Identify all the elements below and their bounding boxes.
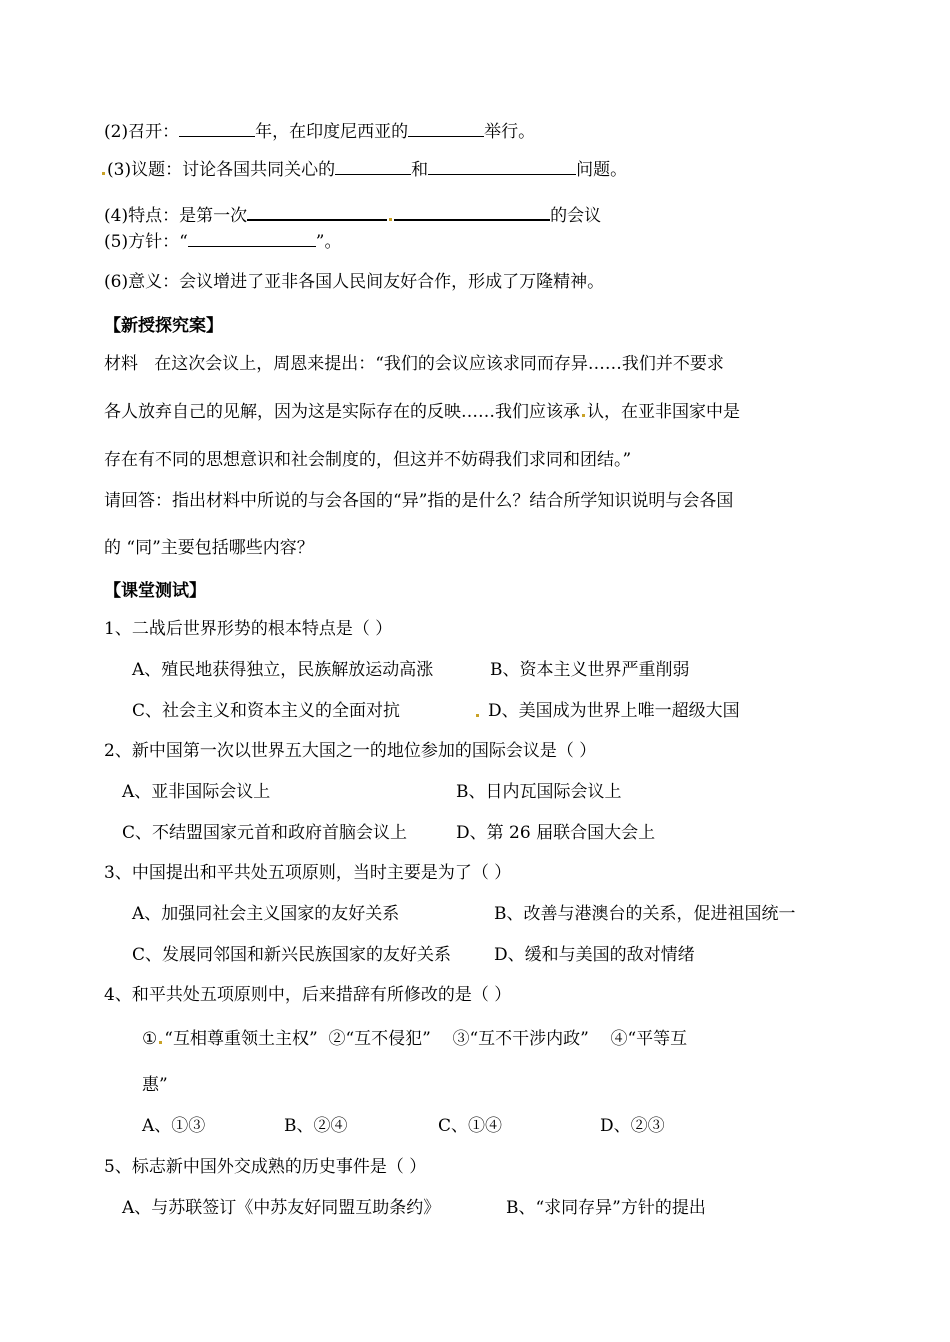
blank [247,203,387,221]
material-line-1: 材料 在这次会议上，周恩来提出：“我们的会议应该求同而存异……我们并不要求 [104,354,724,374]
material-label: 材料 [104,354,138,374]
q1-option-d: D、美国成为世界上唯一超级大国 [488,701,740,721]
question-line-2: 的 “同”主要包括哪些内容？ [104,538,314,558]
marker-dot [476,714,479,717]
q2-option-b: B、日内瓦国际会议上 [456,782,622,802]
question-line-1: 请回答：指出材料中所说的与会各国的“异”指的是什么？结合所学知识说明与会各国 [104,491,734,511]
q4-statements: ① “互相尊重领土主权” ②“互不侵犯” ③“互不干涉内政” ④“平等互 [142,1029,688,1049]
blank [335,158,411,175]
q2-option-c: C、不结盟国家元首和政府首脑会议上 [122,823,408,843]
q3-option-b: B、改善与港澳台的关系，促进祖国统一 [494,904,796,924]
review-item-2: (2)召开： 年，在印度尼西亚的 举行。 [104,122,536,142]
blank [188,230,316,247]
q4-option-b: B、②④ [284,1116,348,1136]
blank [428,158,576,175]
blank [394,203,550,221]
blank [179,120,255,137]
q3-stem: 3、中国提出和平共处五项原则，当时主要是为了（ ） [104,863,512,883]
q5-stem: 5、标志新中国外交成熟的历史事件是（ ） [104,1157,427,1177]
review-item-5: (5)方针：“ ”。 [104,232,342,252]
q4-option-c: C、①④ [438,1116,503,1136]
review-item-4: (4)特点：是第一次 的会议 [104,203,601,227]
q5-option-b: B、“求同存异”方针的提出 [506,1198,706,1218]
q3-option-a: A、加强同社会主义国家的友好关系 [132,904,400,924]
q1-option-b: B、资本主义世界严重削弱 [490,660,690,680]
q3-option-c: C、发展同邻国和新兴民族国家的友好关系 [132,945,452,965]
q4-statement-continued: 惠” [142,1075,168,1095]
marker-dot [582,414,585,417]
explore-heading: 【新授探究案】 [104,316,223,336]
review-item-6: (6)意义：会议增进了亚非各国人民间友好合作，形成了万隆精神。 [104,272,605,292]
q4-stem: 4、和平共处五项原则中，后来措辞有所修改的是（ ） [104,985,512,1005]
material-line-3: 存在有不同的思想意识和社会制度的，但这并不妨碍我们求同和团结。” [104,450,632,470]
q3-option-d: D、缓和与美国的敌对情绪 [494,945,695,965]
blank [408,120,484,137]
q1-option-c: C、社会主义和资本主义的全面对抗 [132,701,401,721]
marker-dot [389,218,392,221]
q4-option-a: A、①③ [142,1116,206,1136]
q2-stem: 2、新中国第一次以世界五大国之一的地位参加的国际会议是（ ） [104,741,597,761]
q1-option-a: A、殖民地获得独立，民族解放运动高涨 [132,660,434,680]
marker-dot [159,1041,162,1044]
material-line-2: 各人放弃自己的见解，因为这是实际存在的反映……我们应该承 认，在亚非国家中是 [104,402,740,422]
review-item-3: (3)议题：讨论各国共同关心的 和 问题。 [100,158,627,181]
q2-option-a: A、亚非国际会议上 [122,782,271,802]
q5-option-a: A、与苏联签订《中苏友好同盟互助条约》 [122,1198,441,1218]
q1-stem: 1、二战后世界形势的根本特点是（ ） [104,619,393,639]
test-heading: 【课堂测试】 [104,581,206,601]
q2-option-d: D、第 26 届联合国大会上 [456,823,656,843]
marker-dot [102,172,105,175]
q4-option-d: D、②③ [600,1116,665,1136]
